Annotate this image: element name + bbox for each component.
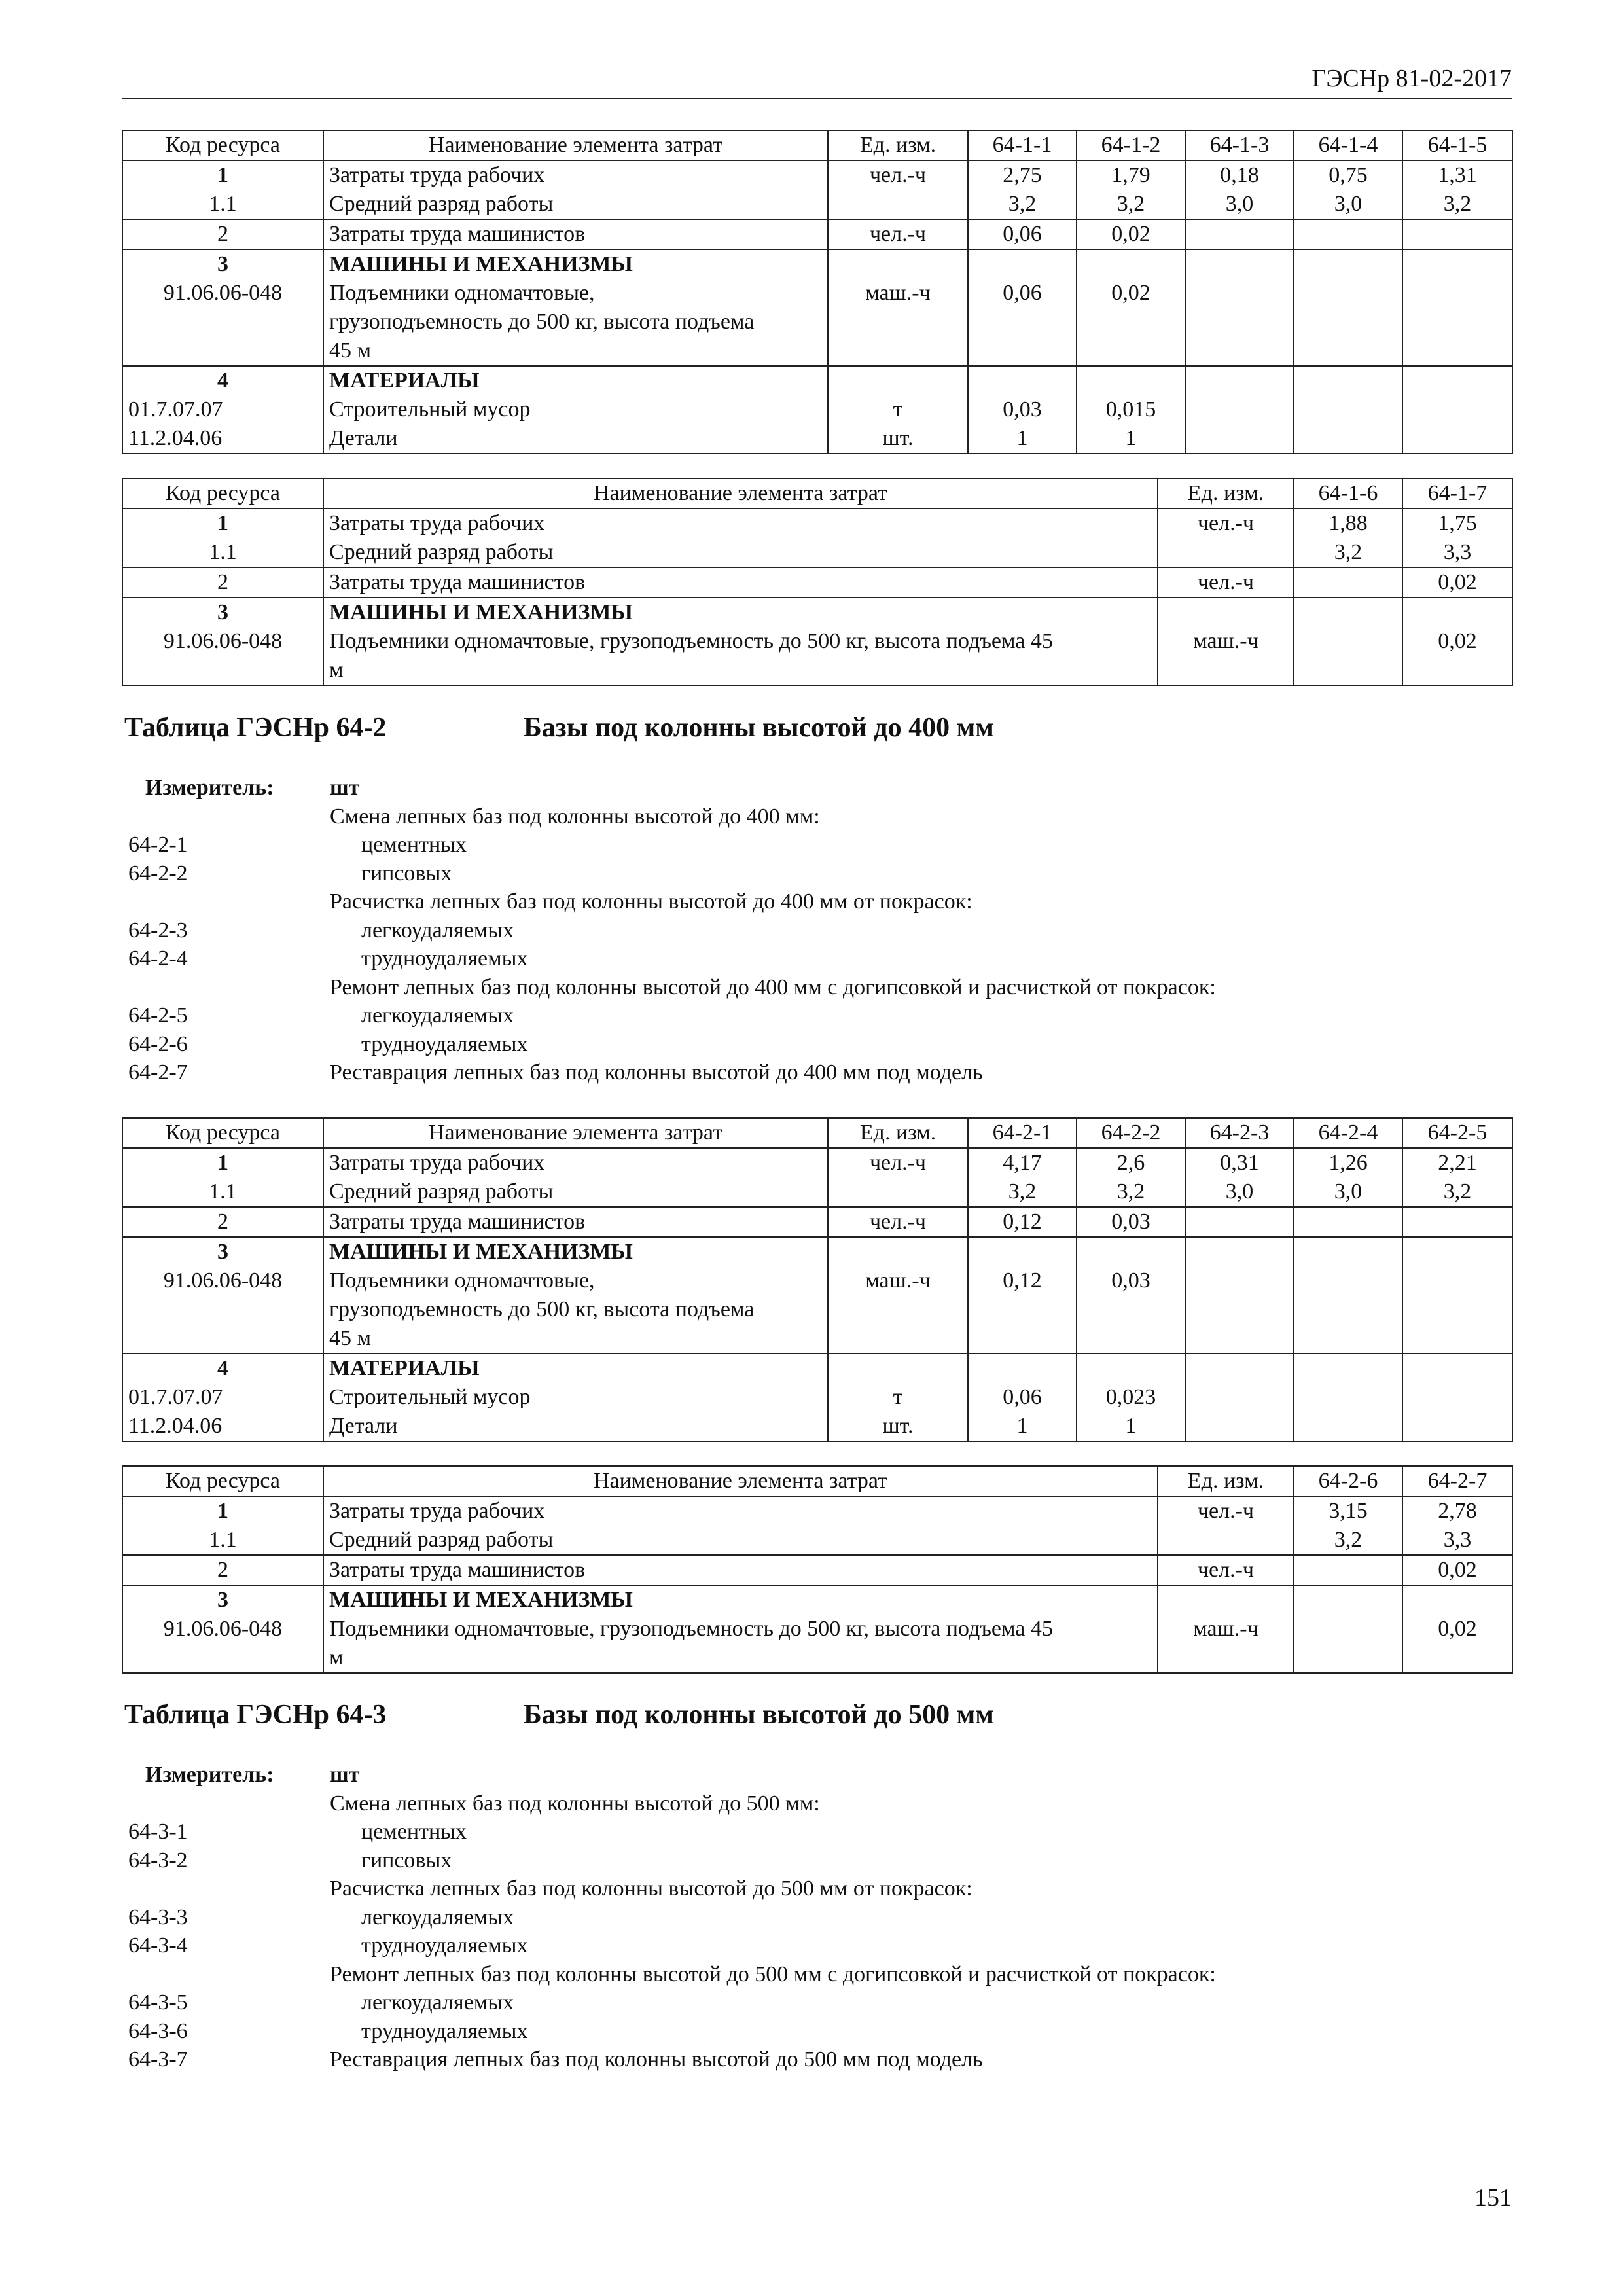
resource-code: 3 91.06.06-048	[122, 1237, 323, 1354]
resource-name: Затраты труда рабочих Средний разряд работы	[323, 160, 828, 219]
resource-code: 2	[122, 1555, 323, 1585]
table-row	[122, 1555, 1512, 1585]
table-row	[122, 1354, 1512, 1441]
col-header-norm: 64-1-6	[1294, 478, 1402, 509]
norm-value: 0,03 1	[968, 366, 1077, 454]
norm-value	[1402, 1354, 1512, 1441]
list-item: Расчистка лепных баз под колонны высотой до 400 мм от покрасок:	[330, 889, 972, 914]
col-header-unit: Ед. изм.	[1158, 478, 1294, 509]
meter-label: Измеритель:	[145, 776, 274, 800]
resource-name: МАШИНЫ И МЕХАНИЗМЫ Подъемники одномачтовые, грузоподъемность до 500 кг, высота подъема 45 м	[323, 1237, 828, 1354]
norm-value: 2,75 3,2	[968, 160, 1077, 219]
resource-code: 1 1.1	[122, 160, 323, 219]
resource-code: 3 91.06.06-048	[122, 249, 323, 366]
norm-value	[1294, 1207, 1402, 1237]
col-header-norm: 64-1-4	[1294, 130, 1402, 160]
list-item: 64-2-2 гипсовых	[128, 861, 452, 886]
table-row	[122, 1207, 1512, 1237]
norm-value: 2,21 3,2	[1402, 1148, 1512, 1207]
list-item: 64-3-2 гипсовых	[128, 1848, 452, 1873]
resource-code: 1 1.1	[122, 1148, 323, 1207]
list-item: 64-2-5 легкоудаляемых	[128, 1003, 514, 1028]
resource-name: Затраты труда машинистов	[323, 567, 1158, 598]
table-row	[122, 509, 1512, 567]
resource-unit: чел.-ч	[828, 219, 968, 249]
norm-value: 1,79 3,2	[1077, 160, 1185, 219]
norm-value	[1294, 219, 1402, 249]
table-title: Базы под колонны высотой до 500 мм	[524, 1700, 994, 1730]
col-header-name: Наименование элемента затрат	[323, 130, 828, 160]
list-item: 64-2-4 трудноудаляемых	[128, 946, 528, 971]
meter-label: Измеритель:	[145, 1763, 274, 1787]
list-item: Ремонт лепных баз под колонны высотой до 400 мм с догипсовкой и расчисткой от покрасок:	[330, 975, 1216, 999]
col-header-norm: 64-2-6	[1294, 1466, 1402, 1496]
norm-value	[1402, 366, 1512, 454]
resource-name: Затраты труда машинистов	[323, 1207, 828, 1237]
list-item: 64-2-3 легкоудаляемых	[128, 918, 514, 942]
table-row	[122, 1237, 1512, 1354]
norm-value: 4,17 3,2	[968, 1148, 1077, 1207]
meter-line	[128, 1761, 1216, 1789]
list-item: 64-3-5 легкоудаляемых	[128, 1990, 514, 2015]
norm-value	[1294, 1237, 1402, 1354]
norm-value: 0,02	[1402, 567, 1512, 598]
meter-unit: шт	[330, 1763, 360, 1787]
norm-value: 0,015 1	[1077, 366, 1185, 454]
list-item: 64-3-1 цементных	[128, 1820, 467, 1844]
norm-value: 0,06 1	[968, 1354, 1077, 1441]
norm-value: 0,02	[1077, 219, 1185, 249]
col-header-unit: Ед. изм.	[828, 1118, 968, 1148]
col-header-norm: 64-2-3	[1185, 1118, 1294, 1148]
resource-table-64-2-a	[122, 1117, 1513, 1442]
resource-name: Затраты труда рабочих Средний разряд работы	[323, 1496, 1158, 1555]
resource-unit: чел.-ч	[1158, 1555, 1294, 1585]
table-header-row	[122, 1466, 1512, 1496]
list-item: 64-3-6 трудноудаляемых	[128, 2018, 528, 2043]
resource-code: 2	[122, 219, 323, 249]
list-item: Смена лепных баз под колонны высотой до 400 мм:	[330, 804, 820, 829]
norm-value	[1402, 249, 1512, 366]
norm-value	[1185, 1354, 1294, 1441]
col-header-unit: Ед. изм.	[1158, 1466, 1294, 1496]
resource-name: МАШИНЫ И МЕХАНИЗМЫ Подъемники одномачтовые, грузоподъемность до 500 кг, высота подъема 45 м	[323, 598, 1158, 685]
list-item: 64-2-1 цементных	[128, 833, 467, 857]
norm-value: 2,6 3,2	[1077, 1148, 1185, 1207]
norm-value: 0,02	[1402, 598, 1512, 685]
table-row	[122, 1496, 1512, 1555]
resource-unit: чел.-ч	[828, 1207, 968, 1237]
norm-value: 0,31 3,0	[1185, 1148, 1294, 1207]
resource-unit: чел.-ч	[1158, 509, 1294, 567]
resource-name: Затраты труда машинистов	[323, 219, 828, 249]
list-item: 64-3-7 Реставрация лепных баз под колонны высотой до 500 мм под модель	[128, 2047, 983, 2072]
col-header-code: Код ресурса	[122, 478, 323, 509]
meter-block-64-2	[128, 774, 1216, 1087]
norm-value	[1294, 567, 1402, 598]
table-number: Таблица ГЭСНр 64-3	[124, 1700, 387, 1730]
resource-table-64-2-b	[122, 1465, 1513, 1674]
resource-table-64-1-b	[122, 478, 1513, 686]
col-header-norm: 64-1-1	[968, 130, 1077, 160]
norm-value: 0,75 3,0	[1294, 160, 1402, 219]
norm-value	[1185, 249, 1294, 366]
table-header-row	[122, 478, 1512, 509]
resource-code: 3 91.06.06-048	[122, 598, 323, 685]
resource-code: 4 01.7.07.07 11.2.04.06	[122, 366, 323, 454]
resource-unit: т шт.	[828, 366, 968, 454]
resource-unit: маш.-ч	[828, 249, 968, 366]
resource-unit: чел.-ч	[828, 1148, 968, 1207]
norm-value: 0,02	[1077, 249, 1185, 366]
document-code: ГЭСНр 81-02-2017	[1311, 65, 1512, 92]
table-row	[122, 366, 1512, 454]
resource-code: 2	[122, 567, 323, 598]
resource-unit: маш.-ч	[828, 1237, 968, 1354]
norm-value: 0,02	[1402, 1555, 1512, 1585]
resource-unit: чел.-ч	[828, 160, 968, 219]
table-number: Таблица ГЭСНр 64-2	[124, 713, 387, 743]
norm-value	[1294, 1555, 1402, 1585]
resource-unit: чел.-ч	[1158, 1496, 1294, 1555]
page-number: 151	[1474, 2184, 1512, 2212]
col-header-code: Код ресурса	[122, 1466, 323, 1496]
resource-unit: маш.-ч	[1158, 1585, 1294, 1673]
norm-value: 1,26 3,0	[1294, 1148, 1402, 1207]
resource-code: 1 1.1	[122, 1496, 323, 1555]
col-header-norm: 64-2-7	[1402, 1466, 1512, 1496]
norm-value	[1294, 249, 1402, 366]
table-header-row	[122, 1118, 1512, 1148]
table-row	[122, 249, 1512, 366]
norm-value: 0,03	[1077, 1207, 1185, 1237]
meter-unit: шт	[330, 776, 360, 800]
col-header-norm: 64-1-7	[1402, 478, 1512, 509]
norm-value: 0,03	[1077, 1237, 1185, 1354]
norm-value	[1294, 366, 1402, 454]
col-header-norm: 64-2-2	[1077, 1118, 1185, 1148]
norm-value	[1185, 366, 1294, 454]
resource-code: 2	[122, 1207, 323, 1237]
norm-value	[1294, 1354, 1402, 1441]
list-item: 64-2-6 трудноудаляемых	[128, 1031, 528, 1056]
table-row	[122, 219, 1512, 249]
norm-value	[1402, 1237, 1512, 1354]
norm-value: 0,02	[1402, 1585, 1512, 1673]
col-header-code: Код ресурса	[122, 1118, 323, 1148]
list-item: Ремонт лепных баз под колонны высотой до 500 мм с догипсовкой и расчисткой от покрасок:	[330, 1962, 1216, 1986]
resource-name: МАШИНЫ И МЕХАНИЗМЫ Подъемники одномачтовые, грузоподъемность до 500 кг, высота подъема 45 м	[323, 1585, 1158, 1673]
header-rule	[122, 98, 1512, 99]
list-item: 64-3-4 трудноудаляемых	[128, 1933, 528, 1958]
table-row	[122, 567, 1512, 598]
table-row	[122, 160, 1512, 219]
norm-value: 0,18 3,0	[1185, 160, 1294, 219]
resource-code: 1 1.1	[122, 509, 323, 567]
norm-value: 1,75 3,3	[1402, 509, 1512, 567]
col-header-norm: 64-2-1	[968, 1118, 1077, 1148]
resource-unit: т шт.	[828, 1354, 968, 1441]
norm-value: 0,12	[968, 1237, 1077, 1354]
col-header-norm: 64-1-5	[1402, 130, 1512, 160]
resource-code: 3 91.06.06-048	[122, 1585, 323, 1673]
resource-name: МАТЕРИАЛЫ Строительный мусор Детали	[323, 366, 828, 454]
col-header-norm: 64-2-5	[1402, 1118, 1512, 1148]
norm-value	[1402, 1207, 1512, 1237]
col-header-norm: 64-1-3	[1185, 130, 1294, 160]
resource-unit: чел.-ч	[1158, 567, 1294, 598]
resource-name: МАТЕРИАЛЫ Строительный мусор Детали	[323, 1354, 828, 1441]
norm-value	[1402, 219, 1512, 249]
resource-name: МАШИНЫ И МЕХАНИЗМЫ Подъемники одномачтовые, грузоподъемность до 500 кг, высота подъема 45 м	[323, 249, 828, 366]
col-header-name: Наименование элемента затрат	[323, 1466, 1158, 1496]
norm-value	[1185, 1237, 1294, 1354]
norm-value: 0,023 1	[1077, 1354, 1185, 1441]
norm-value	[1294, 1585, 1402, 1673]
table-row	[122, 598, 1512, 685]
norm-value	[1185, 1207, 1294, 1237]
list-item: 64-3-3 легкоудаляемых	[128, 1905, 514, 1929]
norm-value: 3,15 3,2	[1294, 1496, 1402, 1555]
norm-value: 0,06	[968, 219, 1077, 249]
table-row	[122, 1148, 1512, 1207]
norm-value	[1185, 219, 1294, 249]
resource-name: Затраты труда рабочих Средний разряд работы	[323, 509, 1158, 567]
resource-name: Затраты труда машинистов	[323, 1555, 1158, 1585]
resource-code: 4 01.7.07.07 11.2.04.06	[122, 1354, 323, 1441]
col-header-unit: Ед. изм.	[828, 130, 968, 160]
norm-value: 0,06	[968, 249, 1077, 366]
list-item: 64-2-7 Реставрация лепных баз под колонны высотой до 400 мм под модель	[128, 1060, 983, 1085]
norm-value: 1,31 3,2	[1402, 160, 1512, 219]
norm-value: 2,78 3,3	[1402, 1496, 1512, 1555]
table-row	[122, 1585, 1512, 1673]
norm-value	[1294, 598, 1402, 685]
list-item: Расчистка лепных баз под колонны высотой до 500 мм от покрасок:	[330, 1876, 972, 1901]
list-item: Смена лепных баз под колонны высотой до 500 мм:	[330, 1791, 820, 1816]
meter-line	[128, 774, 1216, 802]
col-header-norm: 64-1-2	[1077, 130, 1185, 160]
table-title: Базы под колонны высотой до 400 мм	[524, 713, 994, 743]
resource-name: Затраты труда рабочих Средний разряд работы	[323, 1148, 828, 1207]
col-header-name: Наименование элемента затрат	[323, 1118, 828, 1148]
resource-table-64-1-a	[122, 130, 1513, 454]
norm-value: 1,88 3,2	[1294, 509, 1402, 567]
section-title-64-2	[124, 712, 994, 744]
resource-unit: маш.-ч	[1158, 598, 1294, 685]
col-header-name: Наименование элемента затрат	[323, 478, 1158, 509]
col-header-code: Код ресурса	[122, 130, 323, 160]
section-title-64-3	[124, 1699, 994, 1731]
meter-block-64-3	[128, 1761, 1216, 2074]
col-header-norm: 64-2-4	[1294, 1118, 1402, 1148]
norm-value: 0,12	[968, 1207, 1077, 1237]
table-header-row	[122, 130, 1512, 160]
